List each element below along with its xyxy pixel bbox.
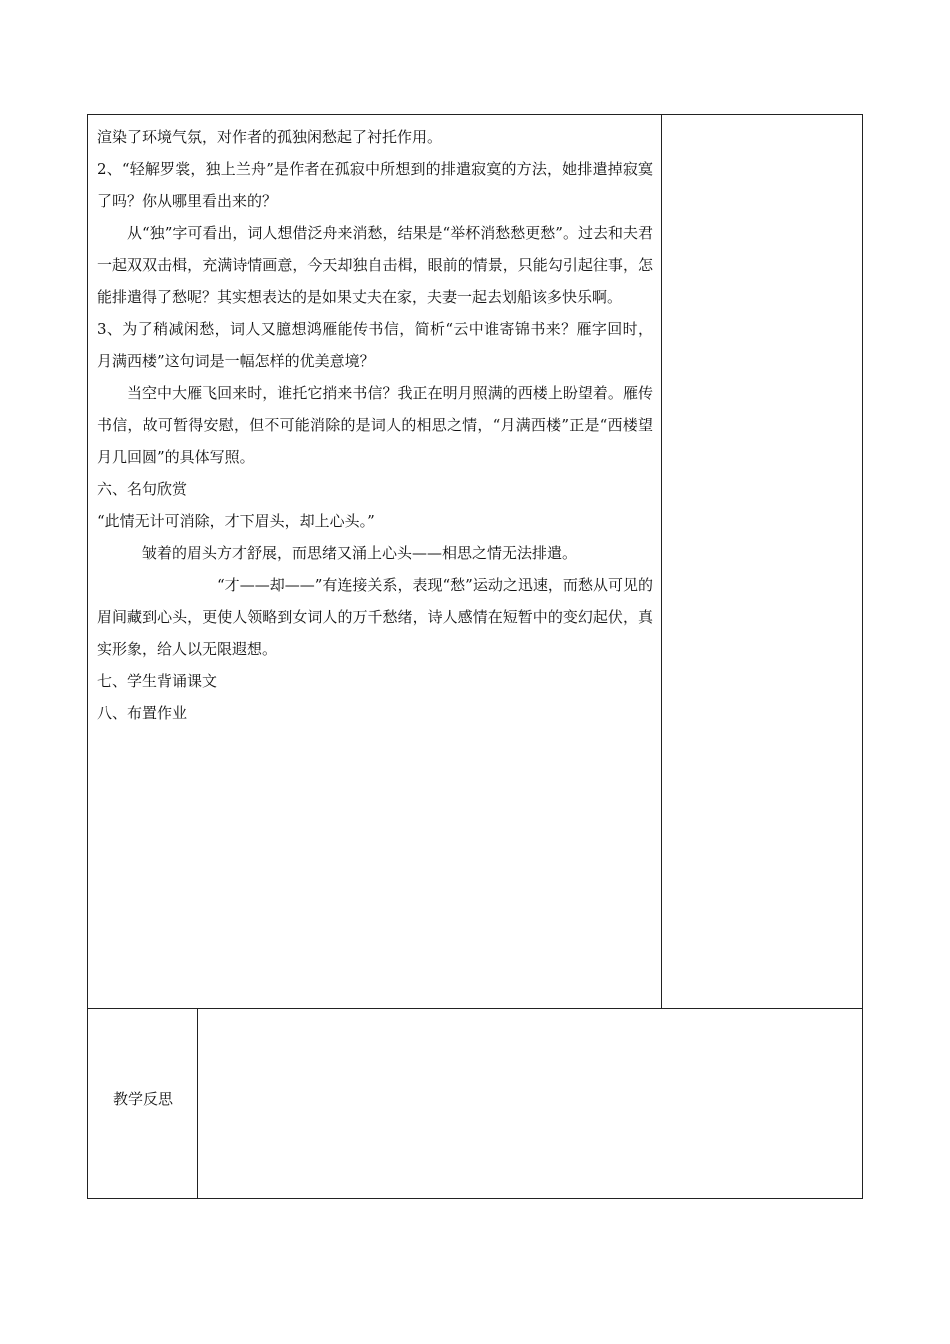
notes-cell [662,115,862,1009]
quote-explanation-2: “才——却——”有连接关系，表现“愁”运动之迅速，而愁从可见的眉间藏到心头，更使人领略到女词人的万千愁绪，诗人感情在短暂中的变幻起伏，真实形象，给人以无限遐想。 [97,576,653,658]
reflection-content-cell [198,1009,862,1198]
section-heading-8: 八、布置作业 [97,704,188,722]
teaching-content [97,121,653,729]
section-heading-6: 六、名句欣赏 [97,480,188,498]
quote-explanation-1: 皱着的眉头方才舒展，而思绪又涌上心头——相思之情无法排遣。 [142,544,578,562]
teaching-content-cell [88,115,662,1009]
famous-quote: “此情无计可消除，才下眉头，却上心头。” [97,512,375,530]
reflection-label: 教学反思 [112,1090,173,1108]
lesson-plan-table [87,114,863,1199]
question-2: 2、“轻解罗裳，独上兰舟”是作者在孤寂中所想到的排遣寂寞的方法，她排遣掉寂寞了吗？你从哪里看出来的？ [97,160,653,210]
answer-3: 当空中大雁飞回来时，谁托它捎来书信？我正在明月照满的西楼上盼望着。雁传书信，故可暂得安慰，但不可能消除的是词人的相思之情，“月满西楼”正是“西楼望月几回圆”的具体写照。 [97,384,653,466]
section-heading-7: 七、学生背诵课文 [97,672,218,690]
reflection-label-cell [88,1009,198,1198]
question-3: 3、为了稍减闲愁，词人又臆想鸿雁能传书信，简析“云中谁寄锦书来？雁字回时，月满西楼”这句词是一幅怎样的优美意境？ [97,320,653,370]
paragraph: 渲染了环境气氛，对作者的孤独闲愁起了衬托作用。 [97,128,443,146]
answer-2: 从“独”字可看出，词人想借泛舟来消愁，结果是“举杯消愁愁更愁”。过去和夫君一起双双击楫，充满诗情画意，今天却独自击楫，眼前的情景，只能勾引起往事，怎能排遣得了愁呢？其实想表达的是如果丈夫在家，夫妻一起去划船该多快乐啊。 [97,224,653,306]
